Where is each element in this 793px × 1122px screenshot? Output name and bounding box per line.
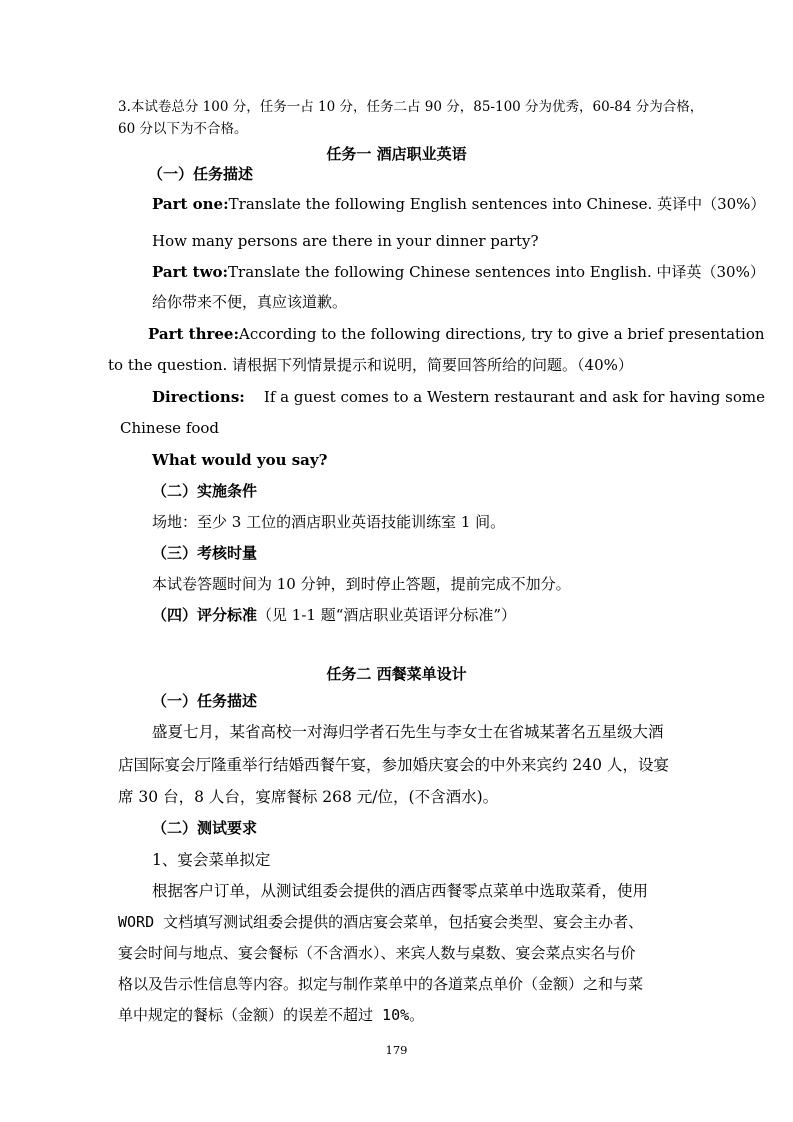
directions-line-2: Chinese food <box>120 419 220 437</box>
time-heading: （三）考核时量 <box>152 544 258 562</box>
para-line-1: 根据客户订单，从测试组委会提供的酒店西餐零点菜单中选取菜肴，使用 <box>152 882 649 900</box>
part-three <box>148 326 765 343</box>
part-two-label: Part two: <box>152 263 229 281</box>
para-line-3: 宴会时间与地点、宴会餐标（不含酒水）、来宾人数与桌数、宴会菜点实名与价 <box>118 944 636 962</box>
directions <box>152 389 765 406</box>
para-line-4: 格以及告示性信息等内容。拟定与制作菜单中的各道菜点单价（金额）之和与菜 <box>118 975 644 993</box>
directions-text: If a guest comes to a Western restaurant and ask for having some <box>263 388 765 406</box>
part-two-text: Translate the following Chinese sentences into English. 中译英（30%） <box>228 263 765 281</box>
req-heading: （二）测试要求 <box>152 819 258 837</box>
task2-desc-line-1: 盛夏七月，某省高校一对海归学者石先生与李女士在省城某著名五星级大酒 <box>152 723 664 741</box>
part-one-sentence: How many persons are there in your dinner party? <box>152 232 539 250</box>
conditions-text: 场地：至少 3 工位的酒店职业英语技能训练室 1 间。 <box>152 513 506 531</box>
time-text: 本试卷答题时间为 10 分钟，到时停止答题，提前完成不加分。 <box>152 575 571 593</box>
para-line-2: WORD 文档填写测试组委会提供的酒店宴会菜单，包括宴会类型、宴会主办者、 <box>118 913 644 931</box>
question: What would you say? <box>152 451 328 469</box>
intro-line-1: 3.本试卷总分 100 分，任务一占 10 分，任务二占 90 分，85-100 分为优秀，60-84 分为合格， <box>118 99 704 115</box>
task2-desc-heading: （一）任务描述 <box>152 692 258 710</box>
task2-title: 任务二 西餐菜单设计 <box>326 665 467 683</box>
criteria <box>152 607 516 624</box>
task1-title: 任务一 酒店职业英语 <box>326 145 467 163</box>
part-three-label: Part three: <box>148 325 240 343</box>
criteria-heading: （四）评分标准 <box>152 606 258 624</box>
part-two-sentence: 给你带来不便，真应该道歉。 <box>152 293 348 311</box>
part-two <box>152 264 765 281</box>
part-three-line-2: to the question. 请根据下列情景提示和说明，简要回答所给的问题。（40%） <box>108 356 633 374</box>
part-one-text: Translate the following English sentences into Chinese. 英译中（30%） <box>228 195 766 213</box>
part-one-label: Part one: <box>152 195 229 213</box>
page-number: 179 <box>385 1043 408 1057</box>
conditions-heading: （二）实施条件 <box>152 482 258 500</box>
intro-line-2: 60 分以下为不合格。 <box>118 121 248 137</box>
part-one <box>152 196 765 213</box>
directions-label: Directions: <box>152 388 245 406</box>
para-line-5: 单中规定的餐标（金额）的误差不超过 10%。 <box>118 1006 425 1024</box>
sub-heading-1: 1、宴会菜单拟定 <box>152 851 271 869</box>
task2-desc-line-3: 席 30 台，8 人台，宴席餐标 268 元/位，(不含酒水)。 <box>118 788 499 806</box>
task2-desc-line-2: 店国际宴会厅隆重举行结婚西餐午宴，参加婚庆宴会的中外来宾约 240 人，设宴 <box>118 756 669 774</box>
task1-desc-heading: （一）任务描述 <box>148 165 254 183</box>
criteria-text: （见 1-1 题“酒店职业英语评分标准”） <box>257 606 517 624</box>
part-three-text: According to the following directions, try to give a brief presentation <box>239 325 765 343</box>
